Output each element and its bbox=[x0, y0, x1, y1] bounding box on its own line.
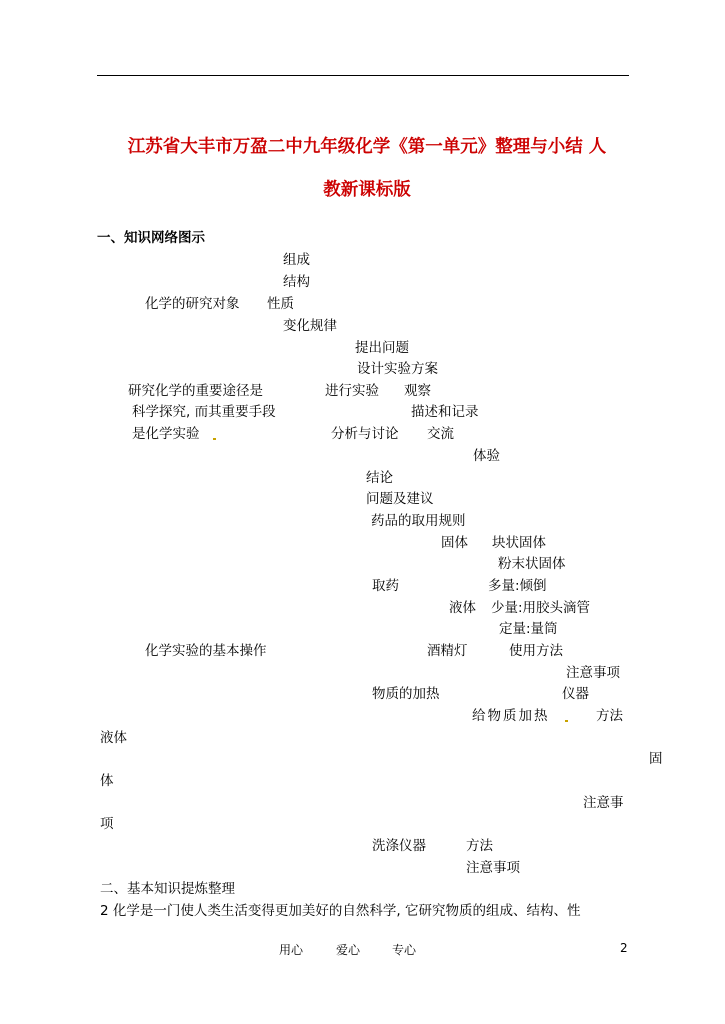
diagram-node-shi-shiyan: 是化学实验 bbox=[132, 426, 200, 442]
diagram-node-fangfa1: 方法 bbox=[596, 708, 623, 724]
diagram-node-yiqi: 仪器 bbox=[562, 686, 589, 702]
header-rule bbox=[97, 75, 629, 76]
diagram-node-zhuyi1: 注意事项 bbox=[566, 665, 620, 681]
diagram-node-yeti: 液体 bbox=[449, 600, 476, 616]
footer-word-zhuanxin: 专心 bbox=[392, 943, 417, 957]
diagram-node-sheji: 设计实验方案 bbox=[357, 361, 438, 377]
diagram-node-gei: 给物质加热 bbox=[472, 708, 550, 724]
page-number: 2 bbox=[620, 941, 628, 955]
diagram-node-xidi: 洗涤仪器 bbox=[372, 838, 426, 854]
diagram-node-fenxi: 分析与讨论 bbox=[331, 426, 399, 442]
diagram-node-kuaizhuang: 块状固体 bbox=[492, 535, 546, 551]
diagram-node-yeti2: 液体 bbox=[100, 730, 127, 746]
diagram-node-wenti: 问题及建议 bbox=[366, 491, 434, 507]
document-title-line1: 江苏省大丰市万盈二中九年级化学《第一单元》整理与小结 人 bbox=[127, 137, 607, 157]
diagram-node-shiyong: 使用方法 bbox=[509, 643, 563, 659]
document-title-line2: 教新课标版 bbox=[323, 180, 411, 200]
diagram-node-jiare: 物质的加热 bbox=[372, 686, 440, 702]
diagram-node-tichu: 提出问题 bbox=[355, 340, 409, 356]
body-paragraph: 2 化学是一门使人类生活变得更加美好的自然科学, 它研究物质的组成、结构、性 bbox=[100, 903, 581, 919]
section2-heading: 二、基本知识提炼整理 bbox=[100, 881, 235, 897]
diagram-node-jiaoliu: 交流 bbox=[427, 426, 454, 442]
diagram-node-fenmo: 粉末状固体 bbox=[498, 556, 566, 572]
diagram-node-gu: 固 bbox=[649, 751, 663, 767]
marker-dot bbox=[213, 438, 216, 440]
diagram-node-quyao: 取药 bbox=[372, 578, 399, 594]
diagram-node-zhuyi2: 注意事项 bbox=[466, 860, 520, 876]
footer-word-aixin: 爱心 bbox=[336, 943, 361, 957]
diagram-node-research-object: 化学的研究对象 bbox=[145, 296, 240, 312]
diagram-node-dingliang: 定量:量筒 bbox=[499, 621, 558, 637]
diagram-node-jiegou: 结构 bbox=[283, 274, 310, 290]
diagram-node-xiang: 项 bbox=[100, 816, 114, 832]
diagram-node-xingzhi: 性质 bbox=[267, 296, 294, 312]
diagram-node-tiyan: 体验 bbox=[473, 448, 500, 464]
diagram-node-ti: 体 bbox=[100, 773, 114, 789]
diagram-node-fangfa2: 方法 bbox=[466, 838, 493, 854]
diagram-node-shaoliang: 少量:用胶头滴管 bbox=[491, 600, 591, 616]
diagram-node-jiujingdeng: 酒精灯 bbox=[427, 643, 468, 659]
diagram-node-jielun: 结论 bbox=[366, 470, 393, 486]
diagram-node-guancha: 观察 bbox=[404, 383, 431, 399]
diagram-node-miaoshu: 描述和记录 bbox=[411, 404, 479, 420]
diagram-node-kexue: 科学探究, 而其重要手段 bbox=[132, 404, 276, 420]
diagram-node-tujing: 研究化学的重要途径是 bbox=[128, 383, 263, 399]
diagram-node-duoliang: 多量:倾倒 bbox=[488, 578, 547, 594]
diagram-node-jinxing: 进行实验 bbox=[325, 383, 379, 399]
diagram-node-yaopin: 药品的取用规则 bbox=[371, 513, 466, 529]
diagram-node-bianhua: 变化规律 bbox=[283, 318, 337, 334]
section1-heading: 一、知识网络图示 bbox=[97, 230, 205, 246]
diagram-node-zucheng: 组成 bbox=[283, 252, 310, 268]
marker-dot bbox=[565, 720, 568, 722]
diagram-node-jiben: 化学实验的基本操作 bbox=[145, 643, 267, 659]
footer-word-yongxin: 用心 bbox=[279, 943, 304, 957]
diagram-node-guti: 固体 bbox=[441, 535, 468, 551]
diagram-node-zhuyishi: 注意事 bbox=[583, 795, 624, 811]
